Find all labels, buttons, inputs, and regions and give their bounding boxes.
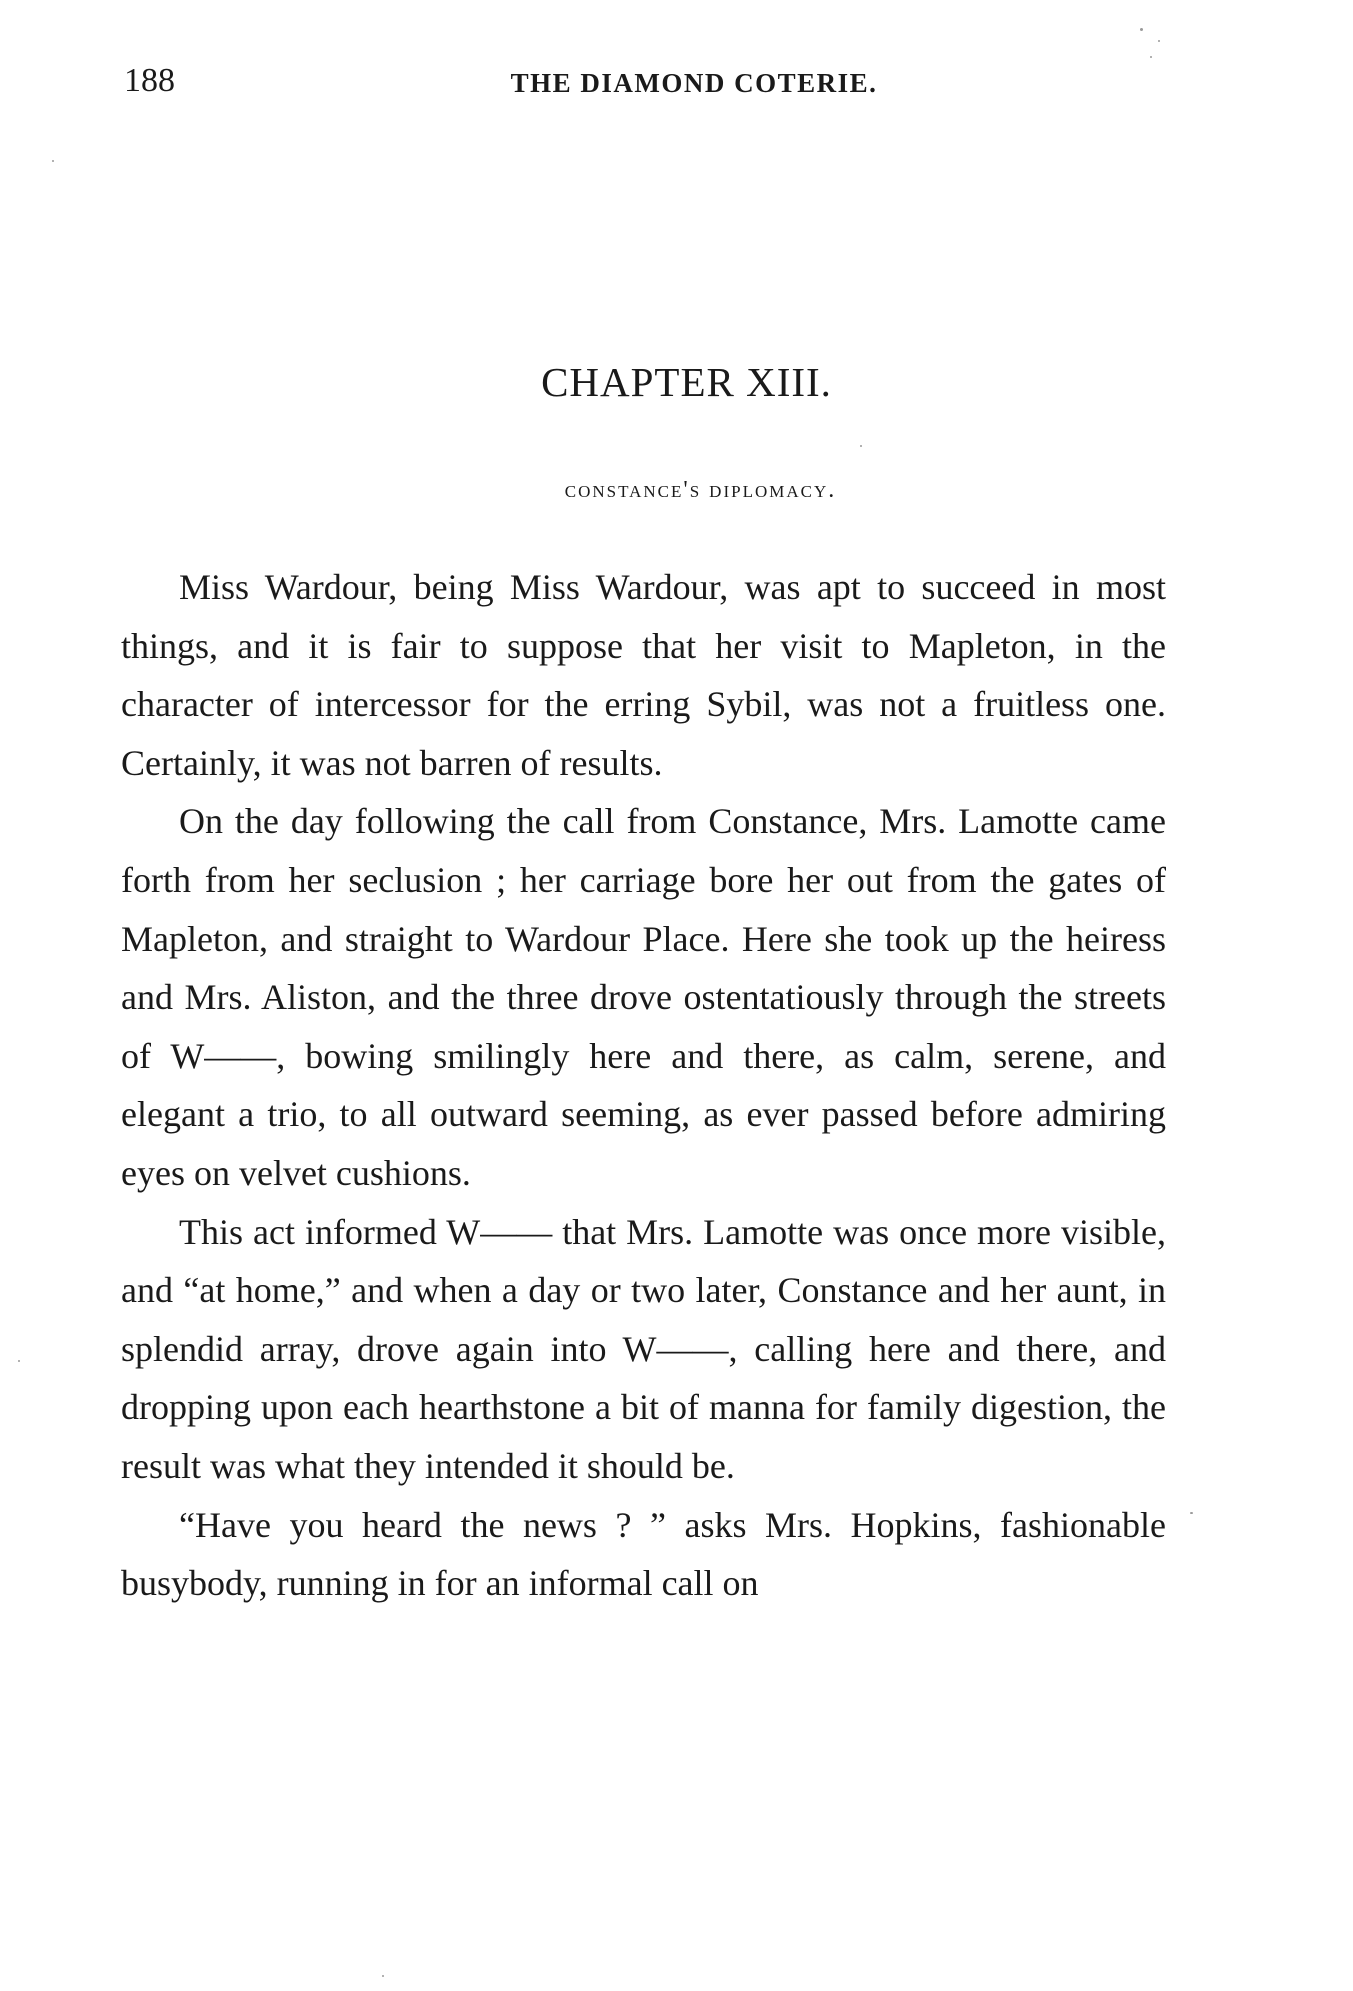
paragraph: “Have you heard the news ? ” asks Mrs. Hopkins, fashionable busybody, running in for an informal call on bbox=[121, 1504, 1166, 1604]
running-head bbox=[124, 56, 1164, 106]
page-number: 188 bbox=[124, 62, 175, 99]
chapter-title: CHAPTER XIII. bbox=[541, 359, 832, 405]
chapter-subtitle: constance's diplomacy. bbox=[564, 477, 837, 503]
body-text bbox=[121, 558, 1166, 1613]
running-title: THE DIAMOND COTERIE. bbox=[510, 68, 878, 98]
paragraph: This act informed W—— that Mrs. Lamotte was once more visible, and “at home,” and when a day or two later, Constance and her aunt, in splendid array, drove again into W——, calling here and there, and dropping upon each hearthstone a bit of manna for family digestion, the result was what they intended it should be. bbox=[121, 1211, 1166, 1486]
paragraph: Miss Wardour, being Miss Wardour, was apt to succeed in most things, and it is fair to suppose that her visit to Mapleton, in the character of intercessor for the erring Sybil, was not a fruitless one. Certainly, it was not barren of results. bbox=[121, 567, 1166, 783]
paragraph: On the day following the call from Constance, Mrs. Lamotte came forth from her seclusion ; her carriage bore her out from the gates of Mapleton, and straight to Wardour Place. Here she took up the heiress and Mrs. Aliston, and the three drove ostentatiously through the streets of W——, bowing smilingly here and there, as calm, serene, and elegant a trio, to all outward seeming, as ever passed before admiring eyes on velvet cushions. bbox=[121, 801, 1166, 1193]
